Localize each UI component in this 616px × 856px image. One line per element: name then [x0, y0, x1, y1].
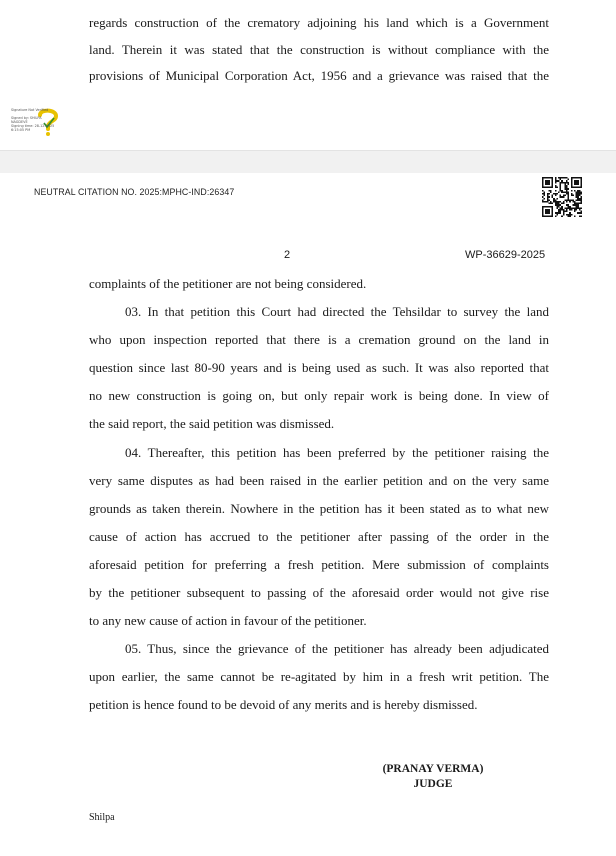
text-line: upon earlier, the same cannot be re-agitated by him in a fresh writ petition. The	[89, 669, 549, 685]
text-line: by the petitioner subsequent to passing of the aforesaid order would not give rise	[89, 585, 549, 601]
neutral-citation: NEUTRAL CITATION NO. 2025:MPHC-IND:26347	[34, 187, 235, 197]
signature-time-clock: 6:15:05 PM	[11, 128, 31, 132]
text-line: cause of action has accrued to the petitioner after passing of the order in the	[89, 528, 549, 544]
text-line: 05. Thus, since the grievance of the petitioner has already been adjudicated	[125, 641, 549, 657]
text-line: 04. Thereafter, this petition has been preferred by the petitioner raising the	[125, 444, 549, 460]
text-line: the said report, the said petition was dismissed.	[89, 416, 335, 432]
qr-code-icon	[542, 177, 582, 217]
text-line: no new construction is going on, but only repair work is being done. In view of	[89, 388, 549, 404]
text-line: petition is hence found to be devoid of any merits and is hereby dismissed.	[89, 697, 478, 713]
digital-signature-stamp	[11, 108, 67, 136]
text-line: who upon inspection reported that there is a cremation ground on the land in	[89, 332, 549, 348]
text-line: grounds as taken therein. Nowhere in the petition has it been stated as to what new	[89, 500, 549, 516]
stenographer-name: Shilpa	[89, 812, 115, 823]
signature-signer-name: NAGDEVE	[11, 120, 28, 124]
text-line: very same disputes as had been raised in the earlier petition and on the very same	[89, 472, 549, 488]
signature-status: Signature Not Verified	[11, 108, 49, 112]
signature-signer: Signed by: SHILPA	[11, 116, 42, 120]
judge-name: (PRANAY VERMA)	[382, 763, 484, 775]
case-number: WP-36629-2025	[465, 249, 546, 261]
text-line: complaints of the petitioner are not being considered.	[89, 276, 367, 291]
page-number: 2	[284, 249, 291, 261]
page-2	[0, 173, 616, 856]
judge-block	[356, 762, 510, 792]
page-separator	[0, 150, 616, 174]
judge-title: JUDGE	[413, 778, 453, 790]
text-line: to any new cause of action in favour of the petitioner.	[89, 613, 367, 629]
signature-time: Signing time: 28-12-2025	[11, 124, 55, 128]
text-line: aforesaid petition for preferring a fresh petition. Mere submission of complaints	[89, 556, 549, 572]
text-line: land. Therein it was stated that the construction is without compliance with the	[89, 41, 549, 57]
page-1	[0, 0, 616, 150]
text-line: regards construction of the crematory adjoining his land which is a Government	[89, 15, 549, 30]
text-line: 03. In that petition this Court had directed the Tehsildar to survey the land	[125, 304, 549, 320]
text-line: provisions of Municipal Corporation Act, 1956 and a grievance was raised that the	[89, 68, 549, 83]
text-line: question since last 80-90 years and is being used as such. It was also reported that	[89, 360, 549, 376]
paragraph-page-2	[89, 270, 549, 720]
paragraph-page-1	[89, 10, 549, 90]
